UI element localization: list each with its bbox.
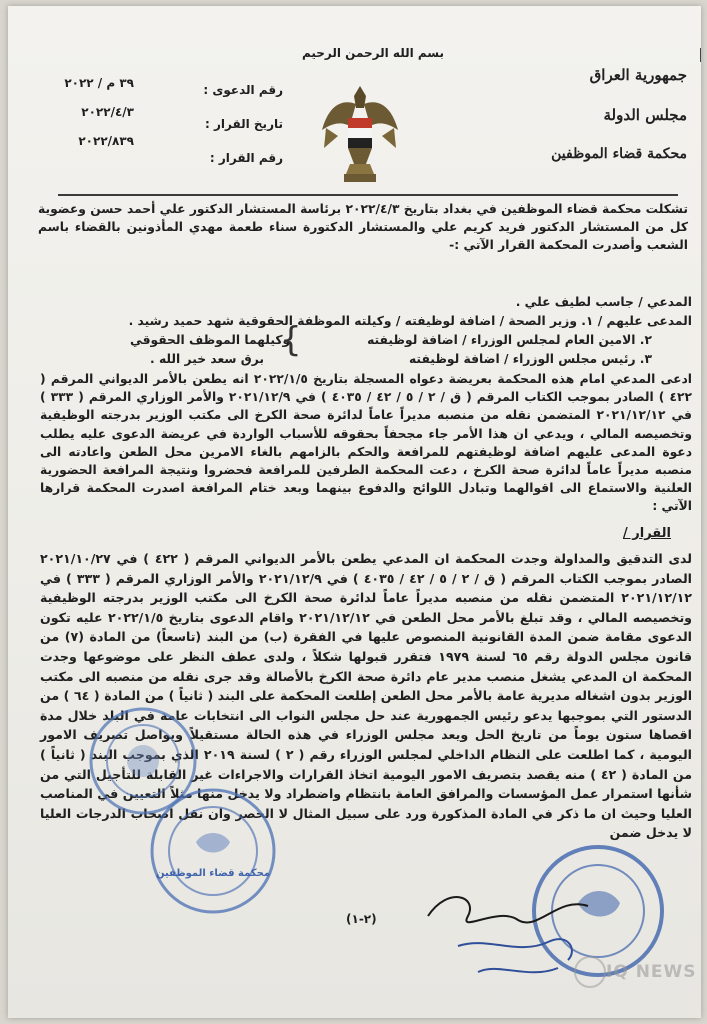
document-page: [8, 6, 701, 1018]
decision-paragraph: لدى التدقيق والمداولة وجدت المحكمة ان المدعي يطعن بالأمر الديواني المرقم ( ٤٢٢ ) في ٢٠٢١/١٠/٢٧ الصادر بموجب الكتاب المرقم ( ق / ٢ / ٥ / ٤٢ / ٤٠٣٥ ) في ٢٠٢١/١٢/٩ والأمر الوزاري المرقم ( ٣٣٣ ) في ٢٠٢١/١٢/١٢ المتضمن نقله من منصبه مديراً عاماً لدائرة صحة الكرخ الى مكتب الوزير بدرجته الوظيفية وتخصيصه المالي ، وقد تبلغ بالأمر محل الطعن في ٢٠٢١/١٢/١٢ واقام الدعوى بتاريخ ٢٠٢٢/١/٥ عليه تكون الدعوى مقامة ضمن المدة القانونية المنصوص عليها في الفقرة (ب) من البند (تاسعاً) من المادة (٧) من قانون مجلس الدولة رقم ٦٥ لسنة ١٩٧٩ فتقرر قبولها شكلاً ، ولدى عطف النظر على موضوعها وجدت المحكمة ان المدعي يشغل منصب مدير عام دائرة صحة الكرخ بالأصالة وقد جرى نقله من منصبه الى مكتب الوزير بدون اشغاله مديرية عامة بالأمر محل الطعن إطلعت المحكمة على البند ( ثانياً ) من المادة ( ٦٤ ) من الدستور التي بموجبها يدعو رئيس الجمهورية عند حل مجلس النواب الى انتخابات عامة في البلد خلال مدة اقصاها ستون يوماً من تاريخ الحل ويعد مجلس الوزراء في هذه الحالة مستقيلاً ويواصل تصريف الامور اليومية ، كما اطلعت على النظام الداخلي لمجلس الوزراء رقم ( ٢ ) لسنة ٢٠١٩ الذي بموجب البند ( ثانياً ) من المادة ( ٤٢ ) منه يقصد بتصريف الامور اليومية اتخاذ القرارات والاجراءات غير القابلة للتأجيل التي من شأنها استمرار عمل المؤسسات والمرافق العامة بانتظام واضطراد ولا يدخل منها مثلاً التعيين في المناصب العليا وحيث ان ما ذكر في المادة المذكورة ورد على سبيل المثال لا الحصر وان نقل اصحاب الدرجات العليا لا يدخل ضمن: [40, 551, 693, 841]
decision-number-value: ٢٠٢٢/٨٣٩: [78, 134, 134, 148]
watermark-text: IQ NEWS: [606, 962, 697, 982]
decision-heading: القرار /: [623, 526, 671, 541]
claim-paragraph: ادعى المدعي امام هذه المحكمة بعريضة دعواه المسجلة بتاريخ ٢٠٢٢/١/٥ انه يطعن بالأمر الديواني المرقم ( ٤٢٢ ) الصادر بموجب الكتاب المرقم ( ق / ٢ / ٥ / ٤٢ / ٤٠٣٥ ) في ٢٠٢١/١٢/٩ والأمر الوزاري المرقم ( ٣٣٣ ) في ٢٠٢١/١٢/١٢ المتضمن نقله من منصبه مديراً عاماً لدائرة صحة الكرخ الى مكتب الوزير بدرجته الوظيفية وتخصيصه المالي ، ويدعي ان هذا الأمر جاء مجحفاً بحقوقه للأسباب الواردة في عريضة الدعوى عليه يطلب دعوة المدعى عليهم اضافة لوظيفتهم للمرافعة والحكم بالزامهم بالغاء الامرين محل الطعن واعادته الى منصبه مديراً عاماً لدائرة صحة الكرخ ، دعت المحكمة الطرفين للمرافعة فحضروا ونتيجة المرافعة الحضورية العلنية والاستماع الى اقوالهما وتبادل اللوائح والدفوع بينهما وبعد ختام المرافعة اصدرت المحكمة قرارها الآتي :: [40, 372, 692, 514]
court-title: محكمة قضاء الموظفين: [551, 146, 687, 162]
council-title: مجلس الدولة: [603, 106, 687, 124]
defendant-line-2: ٢. الامين العام لمجلس الوزراء / اضافة لوظيفته: [367, 333, 652, 347]
decision-number-label: رقم القرار :: [209, 151, 283, 165]
agent-name: برق سعد خير الله .: [150, 352, 265, 366]
case-number-label: رقم الدعوى :: [203, 83, 283, 97]
decision-date-label: تاريخ القرار :: [205, 117, 283, 131]
judge-signature: [418, 876, 598, 1000]
court-letterhead: [517, 66, 687, 162]
decision-date-value: ٢٠٢٢/٤/٣: [81, 105, 134, 119]
header-divider: [58, 194, 678, 196]
plaintiff-line: المدعي / جاسب لطيف علي .: [515, 295, 692, 309]
brace-symbol: {: [280, 320, 302, 360]
case-meta-values: [44, 76, 134, 163]
watermark-logo-icon: [574, 956, 606, 988]
case-number-value: ٣٩ م / ٢٠٢٢: [64, 76, 134, 90]
iraq-eagle-emblem-icon: [320, 78, 400, 188]
edge-mark: [700, 48, 701, 62]
republic-title: جمهورية العراق: [589, 66, 687, 84]
page-number: (٢-١): [346, 912, 377, 926]
stamp-label: محكمة قضاء الموظفين: [155, 868, 271, 879]
court-composition-paragraph: تشكلت محكمة قضاء الموظفين في بغداد بتاريخ ٢٠٢٢/٤/٣ برئاسة المستشار الدكتور علي أحمد حسن وعضوية كل من المستشار الدكتور فريد كريم علي والمستشار الدكتورة سناء طعمة مهدي المأذونين بالقضاء باسم الشعب وأصدرت المحكمة القرار الآتي :-: [38, 202, 688, 253]
case-meta-labels: [173, 83, 283, 185]
court-stamp-lower: [148, 786, 278, 916]
defendant-line-3: ٣. رئيس مجلس الوزراء / اضافة لوظيفته: [408, 352, 652, 366]
agent-label: وكيلهما الموظف الحقوقي: [130, 333, 291, 347]
parties-block: [40, 293, 692, 369]
defendant-line-1: المدعى عليهم / ١. وزير الصحة / اضافة لوظيفته / وكيلته الموظفة الحقوقية شهد حميد رشيد .: [128, 314, 692, 328]
basmala: بسم الله الرحمن الرحيم: [301, 46, 445, 60]
